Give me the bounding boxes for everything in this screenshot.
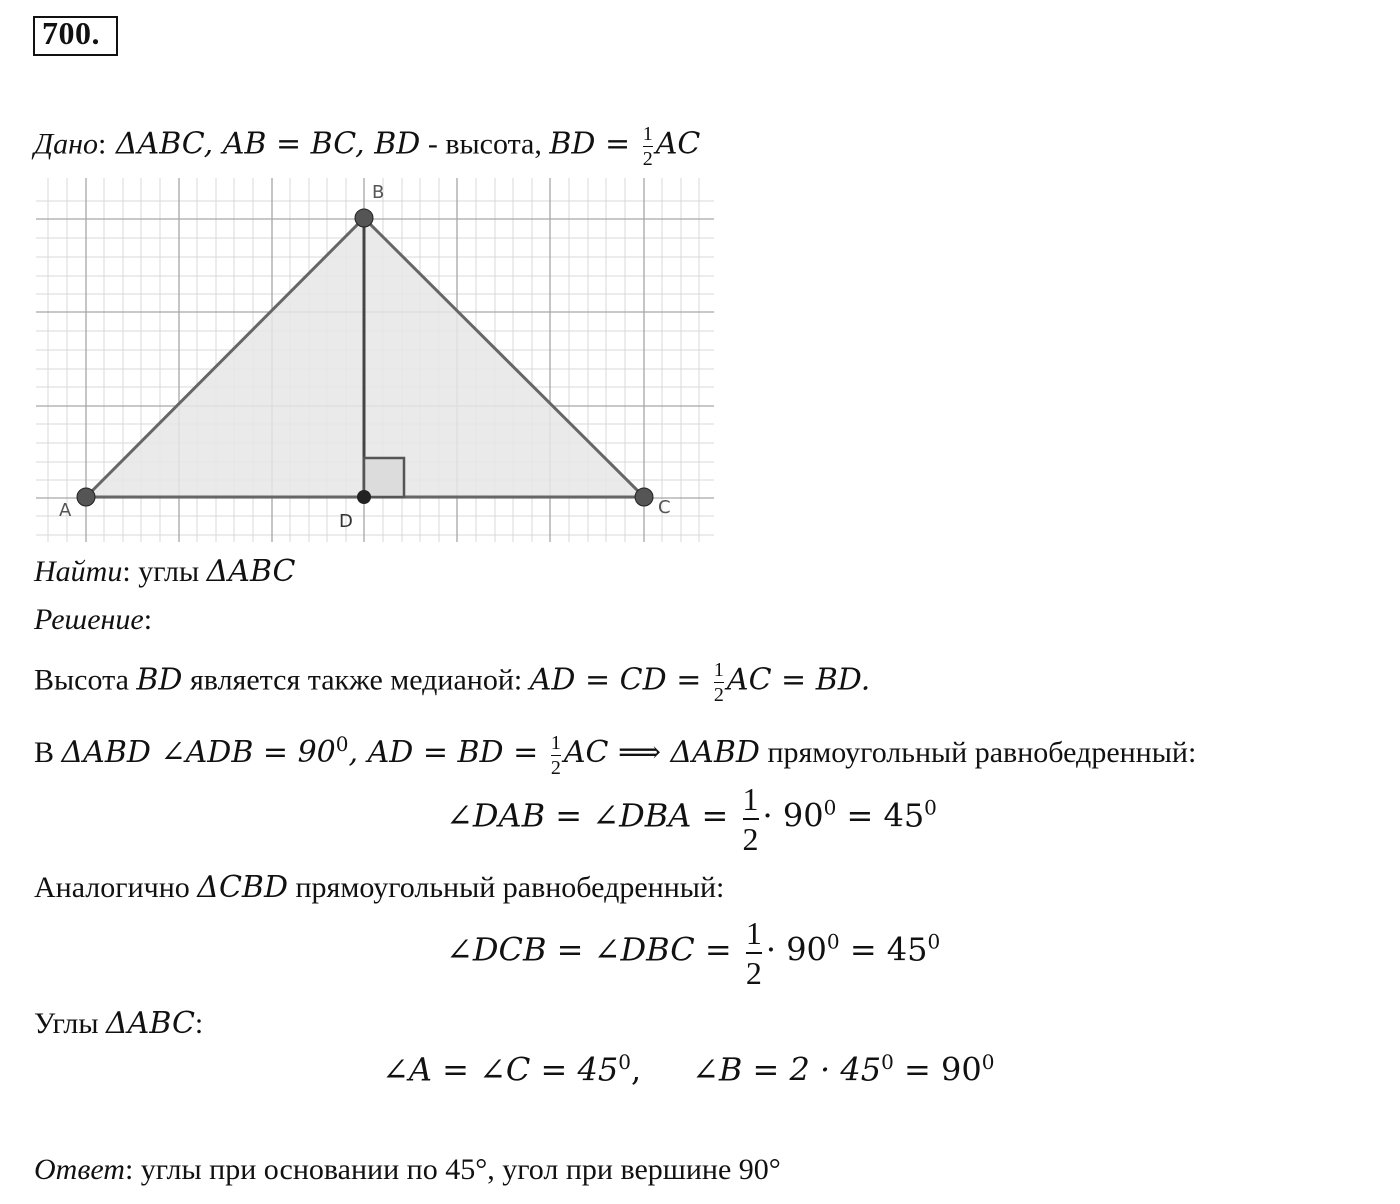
line1-fraction [714,660,724,705]
eq3-part-1-end: , [630,1050,642,1089]
eq2-frac-bar [746,952,762,954]
given-math-2: BD = [549,126,640,162]
line2-math-1: ΔABD ∠ADB = 90 [61,735,336,770]
eq1-sup-2: 0 [924,795,937,820]
line3-text-2: прямоугольный равнобедренный: [288,871,725,904]
line2-frac-num: 1 [550,731,561,754]
given-frac-den: 2 [642,148,653,170]
eq2-fraction [746,917,762,989]
line1-math-1: BD [136,662,183,698]
solution-sep: : [143,603,153,636]
eq2-sup-2: 0 [927,929,941,954]
line3-text-1: Аналогично [34,871,198,904]
label-c: C [658,497,671,518]
equation-3 [382,1050,641,1089]
eq2-rhs-2: = 45 [839,930,928,969]
answer-label: Ответ [34,1153,125,1186]
find-line [34,554,296,590]
line2-sup-1: 0 [335,732,349,756]
line1-math-3: AC = BD. [726,662,871,698]
eq2-rhs-1: · 90 [765,930,827,969]
eq1-frac-bar [743,818,759,820]
line4-text-1: Углы [34,1007,107,1040]
solution-line-4 [34,1006,203,1042]
line1-text-2: является также медианой: [182,663,530,697]
eq2-lhs: ∠DCB = ∠DBC = [446,930,742,969]
eq3-sup-1: 0 [618,1050,631,1074]
point-c [635,488,653,506]
label-d: D [339,511,353,532]
answer-text: : углы при основании по 45°, угол при вершине 90° [124,1153,781,1186]
line2-text-1: В [34,736,62,769]
line2-math-3: AC ⟹ ΔABD [563,735,760,770]
line3-math-1: ΔCBD [197,870,288,905]
eq3-part-1: ∠A = ∠C = 45 [382,1050,619,1089]
given-sep: : [97,127,107,161]
line2-frac-bar [551,755,561,756]
right-angle-mark [364,458,404,497]
eq2-frac-num: 1 [745,915,762,951]
label-b: B [372,182,385,203]
eq3-sup-3: 0 [981,1050,995,1074]
triangle-figure [36,178,716,544]
eq1-lhs: ∠DAB = ∠DBA = [446,796,739,835]
eq1-rhs-1: · 90 [762,796,824,835]
find-label: Найти [34,555,123,588]
solution-line-2 [34,726,1196,778]
solution-label: Решение [34,603,144,636]
line1-frac-den: 2 [713,684,724,706]
solution-line-1 [34,660,870,705]
eq1-fraction [743,783,759,855]
line2-math-2: , AD = BD = [348,735,548,770]
line1-math-2: AD = CD = [529,662,711,698]
point-a [77,488,95,506]
point-b [355,209,373,227]
given-fraction [643,124,653,169]
given-label: Дано [34,127,98,161]
point-d [357,490,371,504]
solution-line-3 [34,870,724,906]
equation-2 [446,917,940,989]
given-line [34,124,700,169]
given-altitude-text: - высота, [420,127,550,161]
given-frac-bar [643,146,653,147]
find-math: ΔABC [206,554,296,589]
given-math-1: ΔABC, AB = BC, BD [106,126,421,162]
equation-3b [692,1050,994,1089]
eq3-sup-2: 0 [881,1050,894,1074]
line4-math-1: ΔABC [106,1006,195,1041]
given-frac-num: 1 [642,123,653,145]
line2-frac-den: 2 [550,756,561,779]
label-a: A [59,500,72,521]
eq1-sup-1: 0 [823,795,837,820]
eq2-sup-1: 0 [826,929,840,954]
eq1-frac-num: 1 [742,781,759,817]
line4-text-2: : [194,1007,204,1040]
solution-line [34,602,152,638]
answer-line [34,1152,781,1188]
find-sep: : [122,555,131,588]
equation-1 [446,783,937,855]
line1-frac-num: 1 [713,659,724,681]
given-math-3: AC [655,126,701,162]
line1-frac-bar [714,682,724,683]
find-text: углы [130,555,207,588]
eq1-frac-den: 2 [742,821,759,857]
eq2-frac-den: 2 [745,955,762,991]
eq3-part-2-mid: = 90 [893,1050,982,1089]
eq3-part-2: ∠B = 2 · 45 [692,1050,882,1089]
line1-text-1: Высота [34,663,137,697]
line2-text-2: прямоугольный равнобедренный: [759,736,1197,769]
problem-number: 700. [42,15,100,51]
eq1-rhs-2: = 45 [836,796,925,835]
line2-fraction [551,733,561,778]
